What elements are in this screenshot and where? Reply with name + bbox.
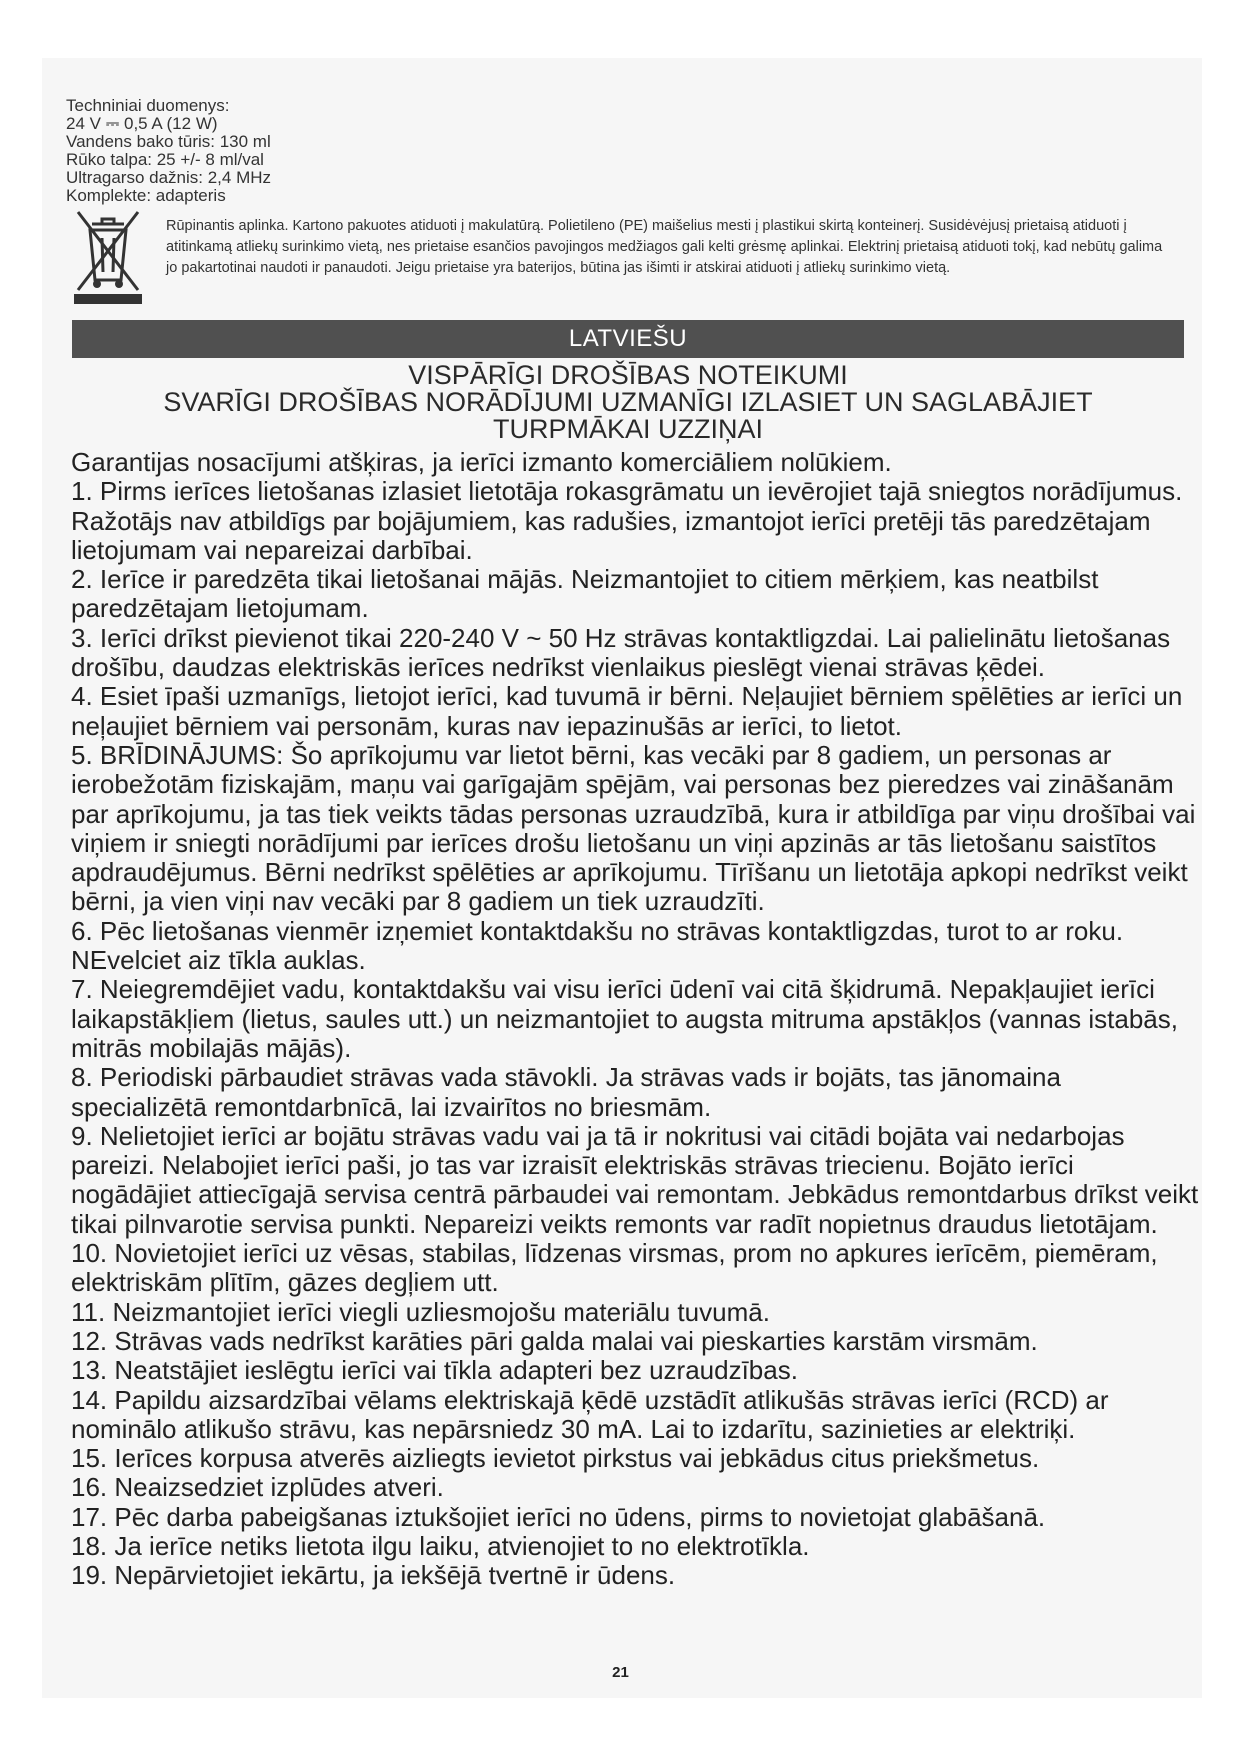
technical-specs [66, 97, 466, 205]
safety-rule: 10. Novietojiet ierīci uz vēsas, stabilas, līdzenas virsmas, prom no apkures ierīcēm, piemēram, elektriskām plītīm, gāzes degļiem utt. [71, 1238, 1158, 1298]
safety-rule: 2. Ierīce ir paredzēta tikai lietošanai mājās. Neizmantojiet to citiem mērķiem, kas neatbilst paredzētajam lietojumam. [71, 564, 1099, 624]
safety-rule: 14. Papildu aizsardzībai vēlams elektriskajā ķēdē uzstādīt atlikušās strāvas ierīci (RCD) ar nominālo atlikušo strāvu, kas nepārsniedz 30 mA. Lai to izdarītu, sazinieties ar elektriķi. [71, 1384, 1109, 1444]
safety-rule: 15. Ierīces korpusa atverēs aizliegts ievietot pirkstus vai jebkādus citus priekšmetus. [71, 1443, 1040, 1474]
safety-rule: 13. Neatstājiet ieslēgtu ierīci vai tīkla adapteri bez uzraudzības. [71, 1355, 798, 1386]
safety-rule: 17. Pēc darba pabeigšanas iztukšojiet ierīci no ūdens, pirms to novietojat glabāšanā. [71, 1501, 1046, 1532]
language-section-bar [72, 320, 1184, 358]
heading-important-instructions: SVARĪGI DROŠĪBAS NORĀDĪJUMI UZMANĪGI IZLASIET UN SAGLABĀJIET [163, 387, 1093, 417]
heading-future-reference: TURPMĀKAI UZZIŅAI [492, 414, 763, 444]
safety-rule: 19. Nepārvietojiet iekārtu, ja iekšējā tvertnē ir ūdens. [71, 1560, 676, 1591]
language-label: LATVIEŠU [568, 325, 688, 352]
safety-headings [72, 362, 1184, 443]
safety-rule: 18. Ja ierīce netiks lietota ilgu laiku, atvienojiet to no elektrotīkla. [71, 1530, 810, 1561]
safety-rule: 6. Pēc lietošanas vienmēr izņemiet kontaktdakšu no strāvas kontaktligzdas, turot to ar roku. NEvelciet aiz tīkla auklas. [71, 915, 1124, 976]
safety-rule: 3. Ierīci drīkst pievienot tikai 220-240 V ~ 50 Hz strāvas kontaktligzdai. Lai palielinātu lietošanas drošību, daudzas elektriskās ierīces nedrīkst vienlaikus pieslēgt vienai strāvas ķēdei. [71, 622, 1171, 683]
specs-mist-output: Rūko talpa: 25 +/- 8 ml/val [66, 150, 264, 169]
warranty-intro: Garantijas nosacījumi atšķiras, ja ierīci izmanto komerciāliem nolūkiem. [71, 447, 892, 477]
page-number: 21 [612, 1664, 629, 1681]
specs-power: 24 V ⎓ 0,5 A (12 W) [66, 114, 218, 133]
safety-rule: 4. Esiet īpaši uzmanīgs, lietojot ierīci, kad tuvumā ir bērni. Neļaujiet bērniem spēlēties ar ierīci un neļaujiet bērniem vai personām, kuras nav iepazinušās ar ierīci, to lietot. [71, 681, 1183, 741]
specs-ultrasonic-frequency: Ultragarso dažnis: 2,4 MHz [66, 168, 272, 187]
safety-rule: 9. Nelietojiet ierīci ar bojātu strāvas vadu vai ja tā ir nokritusi vai citādi bojāta vai nedarbojas pareizi. Nelabojiet ierīci paši, jo tas var izraisīt elektriskās strāvas triecienu. Bojāto ierīci nogādājiet attiecīgajā servisa centrā pārbaudei vai remontam. Jebkādus remontdarbus drīkst veikt tikai pilnvarotie servisa punkti. Nepareizi veikts remonts var radīt nopietnus draudus lietotājam. [71, 1120, 1199, 1239]
specs-package-contents: Komplekte: adapteris [66, 186, 226, 205]
crossed-out-wheelie-bin-icon [72, 208, 144, 306]
safety-rule: 1. Pirms ierīces lietošanas izlasiet lietotāja rokasgrāmatu un ievērojiet tajā sniegtos norādījumus. Ražotājs nav atbildīgs par bojājumiem, kas radušies, izmantojot ierīci pretēji tās paredzētajam lietojumam vai nepareizai darbībai. [71, 476, 1183, 565]
safety-rule: 16. Neaizsedziet izplūdes atveri. [71, 1472, 444, 1503]
specs-title: Techniniai duomenys: [66, 96, 230, 115]
safety-rule: 7. Neiegremdējiet vadu, kontaktdakšu vai visu ierīci ūdenī vai citā šķidrumā. Nepakļaujiet ierīci laikapstākļiem (lietus, saules utt.) un neizmantojiet to augsta mitruma apstākļos (vannas istabās, mitrās mobilajās mājās). [71, 974, 1178, 1063]
specs-tank-volume: Vandens bako tūris: 130 ml [66, 132, 271, 151]
safety-rules [71, 448, 1201, 1591]
safety-rule: 5. BRĪDINĀJUMS: Šo aprīkojumu var lietot bērni, kas vecāki par 8 gadiem, un personas ar ierobežotām fiziskajām, maņu vai garīgajām spējām, vai personas bez pieredzes vai zināšanām par aprīkojumu, ja tas tiek veikts tādas personas uzraudzībā, kura ir atbildīga par viņu drošībai vai viņiem ir sniegti norādījumi par ierīces drošu lietošanu un viņi apzinās ar tās lietošanu saistītos apdraudējumus. Bērni nedrīkst spēlēties ar aprīkojumu. Tīrīšanu un lietotāja apkopi nedrīkst veikt bērni, ja vien viņi nav vecāki par 8 gadiem un tiek uzraudzīti. [71, 739, 1196, 917]
safety-rule: 12. Strāvas vads nedrīkst karāties pāri galda malai vai pieskarties karstām virsmām. [71, 1325, 1038, 1356]
safety-rule: 8. Periodiski pārbaudiet strāvas vada stāvokli. Ja strāvas vads ir bojāts, tas jānomaina specializētā remontdarbnīcā, lai izvairītos no briesmām. [71, 1062, 1061, 1122]
safety-rule: 11. Neizmantojiet ierīci viegli uzliesmojošu materiālu tuvumā. [71, 1296, 770, 1327]
recycling-notice: Rūpinantis aplinka. Kartono pakuotes atiduoti į makulatūrą. Polietileno (PE) maišelius mesti į plastikui skirtą konteinerį. Susidėvėjusį prietaisą atiduoti į atitinkamą atliekų surinkimo vietą, nes prietaise esančios pavojingos medžiagos gali kelti grėsmę aplinkai. Elektrinį prietaisą atiduoti tokį, kad nebūtų galima jo pakartotinai naudoti ir panaudoti. Jeigu prietaise yra baterijos, būtina jas išimti ir atskirai atiduoti į atliekų surinkimo vietą. [166, 218, 1163, 276]
heading-general-safety: VISPĀRĪGI DROŠĪBAS NOTEIKUMI [408, 360, 848, 390]
